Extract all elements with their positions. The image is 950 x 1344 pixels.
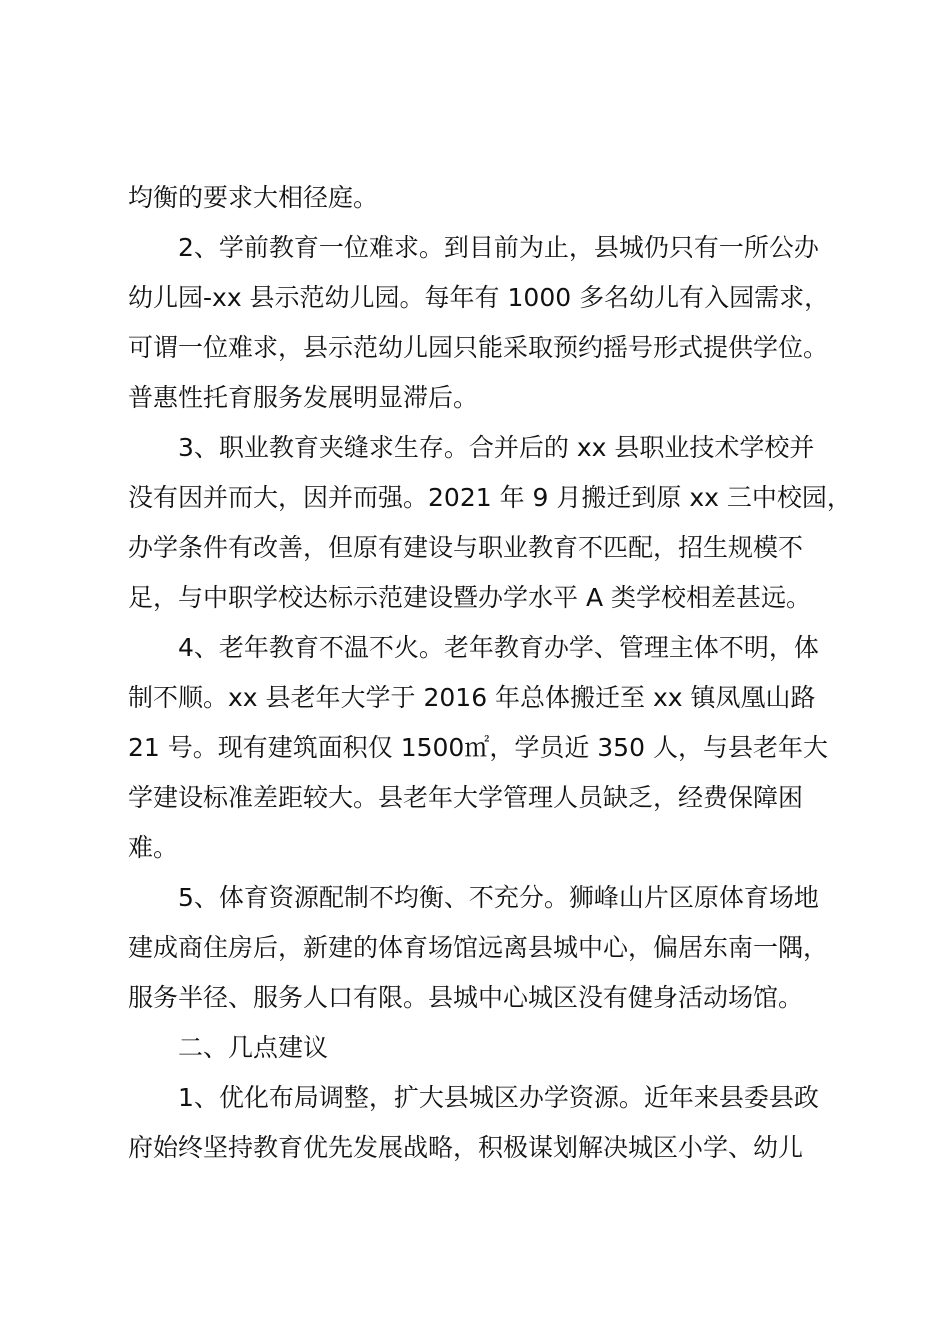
text-line: 制不顺。xx 县老年大学于 2016 年总体搬迁至 xx 镇凤凰山路 <box>128 683 816 712</box>
text-line: 3、职业教育夹缝求生存。合并后的 xx 县职业技术学校并 <box>178 433 815 462</box>
text-line: 4、老年教育不温不火。老年教育办学、管理主体不明，体 <box>178 633 819 662</box>
section-heading: 二、几点建议 <box>178 1033 329 1062</box>
text-line: 没有因并而大，因并而强。2021 年 9 月搬迁到原 xx 三中校园， <box>128 483 852 512</box>
text-line: 2、学前教育一位难求。到目前为止，县城仍只有一所公办 <box>178 233 819 262</box>
text-line: 服务半径、服务人口有限。县城中心城区没有健身活动场馆。 <box>128 983 804 1012</box>
text-line: 可谓一位难求，县示范幼儿园只能采取预约摇号形式提供学位。 <box>128 333 829 362</box>
text-line: 学建设标准差距较大。县老年大学管理人员缺乏，经费保障困 <box>128 783 804 812</box>
text-line: 府始终坚持教育优先发展战略，积极谋划解决城区小学、幼儿 <box>128 1133 804 1162</box>
text-line: 21 号。现有建筑面积仅 1500㎡，学员近 350 人，与县老年大 <box>128 733 828 762</box>
text-line: 幼儿园-xx 县示范幼儿园。每年有 1000 多名幼儿有入园需求， <box>128 283 830 312</box>
text-line: 均衡的要求大相径庭。 <box>128 183 379 212</box>
text-line: 办学条件有改善，但原有建设与职业教育不匹配，招生规模不 <box>128 533 804 562</box>
text-line: 建成商住房后，新建的体育场馆远离县城中心，偏居东南一隅， <box>128 933 829 962</box>
text-line: 1、优化布局调整，扩大县城区办学资源。近年来县委县政 <box>178 1083 819 1112</box>
text-line: 普惠性托育服务发展明显滞后。 <box>128 383 479 412</box>
text-line: 难。 <box>128 833 179 862</box>
text-line: 足，与中职学校达标示范建设暨办学水平 A 类学校相差甚远。 <box>128 583 811 612</box>
text-line: 5、体育资源配制不均衡、不充分。狮峰山片区原体育场地 <box>178 883 819 912</box>
